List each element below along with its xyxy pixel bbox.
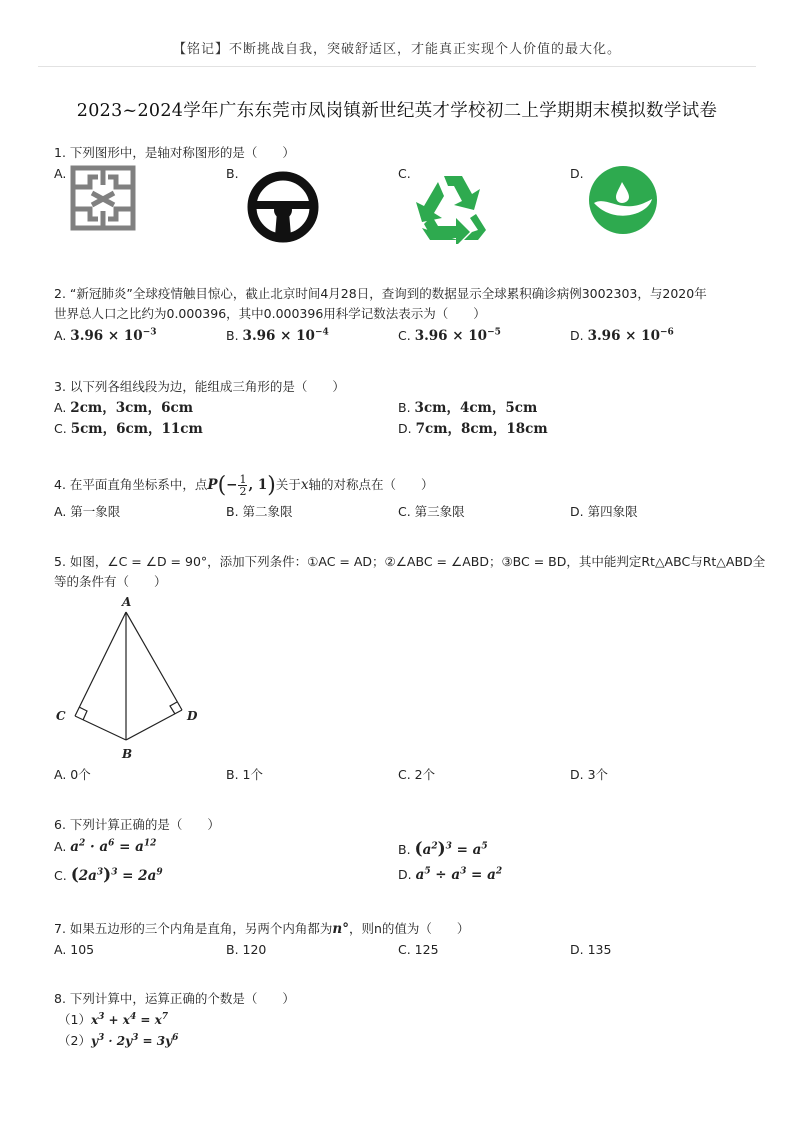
q2-option-a: A. $3.96 \times 10^{-3}$ — [54, 327, 157, 344]
q6-option-b: B. $(a^2)^3 = a^5$ — [398, 839, 488, 859]
q5-option-a: A. 0个 — [54, 767, 91, 782]
q1-option-b-label: B. — [226, 166, 239, 181]
q4-option-d: D. 第四象限 — [570, 504, 638, 519]
q6-option-c: C. $(2a^3)^3 = 2a^9$ — [54, 865, 163, 885]
vertex-b-label: B — [122, 747, 133, 761]
motto-header: 【铭记】不断挑战自我，突破舒适区，才能真正实现个人价值的最大化。 — [172, 42, 621, 57]
question-1-stem: 1. 下列图形中，是轴对称图形的是（ ） — [54, 145, 295, 160]
question-6-stem: 6. 下列计算正确的是（ ） — [54, 817, 220, 832]
question-4-stem: 4. 在平面直角坐标系中，点P(− $\frac{1}{2}$ , 1)关于x轴的对称点在（ ） — [54, 473, 434, 498]
q7-option-d: D. 135 — [570, 942, 612, 957]
q6-option-d: D. $a^5 \div a^3 = a^2$ — [398, 866, 503, 883]
q3-option-c: C. 5cm，6cm，11cm — [54, 421, 203, 437]
question-5-line-1: 5. 如图，∠C = ∠D = 90°，添加下列条件：①AC = AD；②∠ABC = ∠ABD；③BC = BD，其中能判定Rt△ABC与Rt△ABD全 — [54, 554, 766, 569]
kite-triangle-figure — [52, 592, 212, 764]
q5-option-c: C. 2个 — [398, 767, 436, 782]
q2-option-c: C. $3.96 \times 10^{-5}$ — [398, 327, 501, 344]
q5-option-d: D. 3个 — [570, 767, 609, 782]
question-3-stem: 3. 以下列各组线段为边，能组成三角形的是（ ） — [54, 379, 345, 394]
q3-option-b: B. 3cm，4cm，5cm — [398, 400, 538, 416]
q7-option-a: A. 105 — [54, 942, 95, 957]
recycle-icon — [414, 172, 494, 244]
steering-wheel-icon — [246, 170, 320, 244]
question-5-line-2: 等的条件有（ ） — [54, 574, 167, 589]
question-2-line-2: 世界总人口之比约为0.000396，其中0.000396用科学记数法表示为（ ） — [54, 306, 486, 321]
q8-item-2: $(2)y^3 \cdot 2y^3 = 3y^6$ — [58, 1033, 179, 1048]
q2-option-d: D. $3.96 \times 10^{-6}$ — [570, 327, 674, 344]
vertex-a-label: A — [122, 595, 132, 609]
q6-option-a: A. $a^2 \cdot a^6 = a^{12}$ — [54, 838, 157, 855]
q1-option-c-label: C. — [398, 166, 411, 181]
water-drop-logo-icon — [588, 165, 658, 235]
q4-option-a: A. 第一象限 — [54, 504, 121, 519]
vertex-d-label: D — [187, 709, 198, 723]
header-divider — [38, 66, 756, 67]
q5-option-b: B. 1个 — [226, 767, 263, 782]
q4-option-c: C. 第三象限 — [398, 504, 465, 519]
q3-option-a: A. 2cm，3cm，6cm — [54, 400, 193, 416]
question-8-stem: 8. 下列计算中，运算正确的个数是（ ） — [54, 991, 295, 1006]
q3-option-d: D. 7cm，8cm，18cm — [398, 421, 548, 437]
q8-item-1: $(1)x^3 + x^4 = x^7$ — [58, 1012, 169, 1027]
maze-logo-icon — [70, 165, 136, 231]
q1-option-a-label: A. — [54, 166, 67, 181]
vertex-c-label: C — [56, 709, 66, 723]
q4-option-b: B. 第二象限 — [226, 504, 293, 519]
question-2-line-1: 2. “新冠肺炎”全球疫情触目惊心，截止北京时间4月28日，查询到的数据显示全球累积确诊病例3002303，与2020年 — [54, 286, 707, 301]
q7-option-c: C. 125 — [398, 942, 439, 957]
question-7-stem: 7. 如果五边形的三个内角是直角，另两个内角都为n°，则n的值为（ ） — [54, 921, 470, 937]
exam-title: 2023~2024学年广东东莞市凤岗镇新世纪英才学校初二上学期期末模拟数学试卷 — [76, 101, 718, 121]
q7-option-b: B. 120 — [226, 942, 267, 957]
q1-option-d-label: D. — [570, 166, 584, 181]
q2-option-b: B. $3.96 \times 10^{-4}$ — [226, 327, 329, 344]
